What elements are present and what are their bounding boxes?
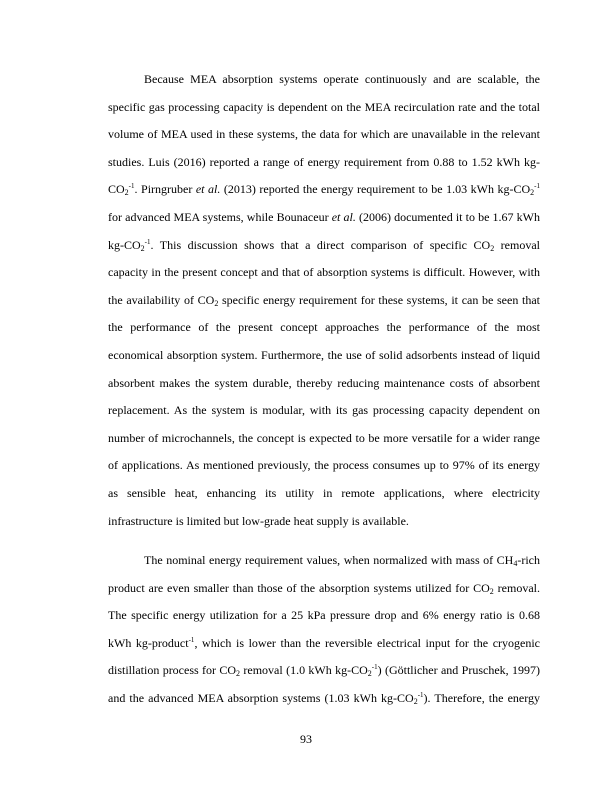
text-line: economical absorption system. Furthermore, the use of solid adsorbents instead of liquid <box>108 347 540 362</box>
text-line: specific gas processing capacity is dependent on the MEA recirculation rate and the total <box>108 99 540 114</box>
text-line: and the advanced MEA absorption systems (1.03 kWh $kg-CO_2^{-1}$). Therefore, the energy <box>108 691 540 707</box>
text-line: the performance of the present concept approaches the performance of the most <box>108 320 540 335</box>
text-line: the availability of $CO_2$ specific energy requirement for these systems, it can be seen that <box>108 292 540 308</box>
text-line: $kg-CO_2^{-1}$. This discussion shows that a direct comparison of specific $CO_2$ removal <box>108 237 540 253</box>
text-line: absorbent makes the system durable, thereby reducing maintenance costs of absorbent <box>108 375 540 390</box>
text-line: volume of MEA used in these systems, the data for which are unavailable in the relevant <box>108 127 540 142</box>
text-line: for advanced MEA systems, while Bounaceur et al. (2006) documented it to be 1.67 kWh <box>108 209 540 224</box>
document-page <box>108 66 540 713</box>
text-line: product are even smaller than those of the absorption systems utilized for $CO_2$ removal. <box>108 580 540 596</box>
text-line: $CO_2^{-1}$. Pirngruber et al. (2013) reported the energy requirement to be 1.03 kWh $kg-CO_2^{-1}$ <box>108 182 541 198</box>
text-line: studies. Luis (2016) reported a range of energy requirement from 0.88 to 1.52 kWh kg- <box>108 154 540 169</box>
text-line: The specific energy utilization for a 25 kPa pressure drop and 6% energy ratio is 0.68 <box>108 608 540 623</box>
text-line: capacity in the present concept and that of absorption systems is difficult. However, with <box>108 265 540 280</box>
page-number: 93 <box>300 732 312 746</box>
text-line: of applications. As mentioned previously, the process consumes up to 97% of its energy <box>108 458 540 473</box>
text-line: distillation process for $CO_2$ removal (1.0 kWh $kg-CO_2^{-1}$) (Göttlicher and Pruschek, 1997) <box>108 663 540 679</box>
text-line: replacement. As the system is modular, with its gas processing capacity dependent on <box>108 403 540 418</box>
paragraph-2 <box>108 547 540 713</box>
text-line: kWh kg-product$^{-1}$, which is lower than the reversible electrical input for the cryogenic <box>108 635 540 650</box>
text-line: The nominal energy requirement values, when normalized with mass of $CH_4$-rich <box>144 553 540 569</box>
text-line: infrastructure is limited but low-grade heat supply is available. <box>108 513 409 528</box>
text-line: Because MEA absorption systems operate continuously and are scalable, the <box>144 72 540 86</box>
text-line: number of microchannels, the concept is expected to be more versatile for a wider range <box>108 430 540 445</box>
paragraph-1 <box>108 66 540 535</box>
text-line: as sensible heat, enhancing its utility in remote applications, where electricity <box>108 485 540 500</box>
